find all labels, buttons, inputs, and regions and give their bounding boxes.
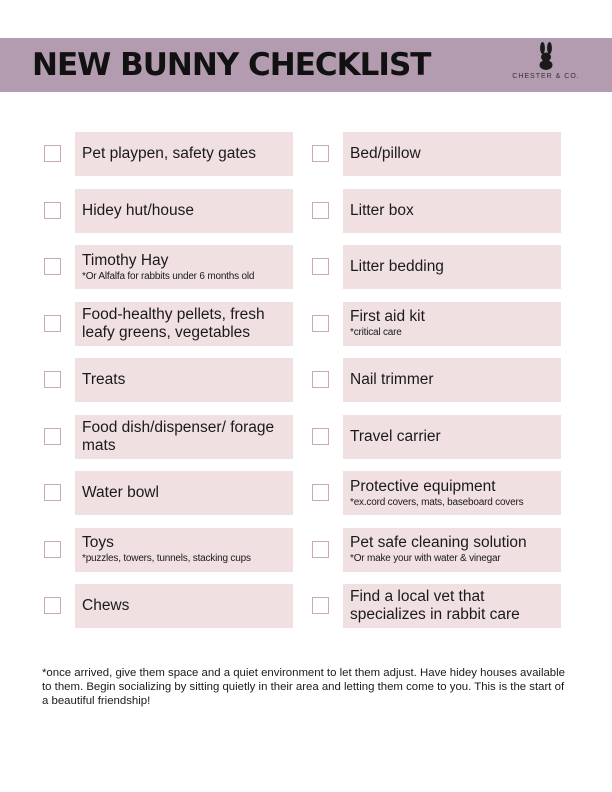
checklist-item-note: *critical care bbox=[350, 327, 402, 338]
checklist-item-box bbox=[75, 415, 293, 459]
checkbox[interactable] bbox=[44, 428, 61, 445]
checklist-item bbox=[44, 189, 294, 233]
checklist-item bbox=[312, 358, 562, 402]
checklist-item-label: Bed/pillow bbox=[350, 145, 421, 162]
checkbox[interactable] bbox=[44, 597, 61, 614]
checklist-item-label: Food dish/dispenser/ forage mats bbox=[82, 418, 275, 454]
checklist-item-box bbox=[343, 584, 561, 628]
checklist-item-label: Chews bbox=[82, 597, 130, 614]
checklist-item bbox=[44, 528, 294, 572]
brand-name: CHESTER & CO. bbox=[512, 73, 580, 80]
checkbox[interactable] bbox=[44, 484, 61, 501]
header-banner bbox=[0, 38, 612, 92]
checklist-item bbox=[312, 189, 562, 233]
checklist-item bbox=[44, 358, 294, 402]
checklist-item-box bbox=[343, 132, 561, 176]
checklist-item-box bbox=[75, 245, 293, 289]
checklist-item-label: Litter box bbox=[350, 201, 414, 219]
checklist-item-label: Timothy Hay bbox=[82, 251, 169, 269]
checklist-item-box bbox=[343, 245, 561, 289]
checklist-item-label: Pet safe cleaning solution bbox=[350, 534, 527, 551]
checklist-item-box bbox=[75, 528, 293, 572]
checklist-item-box bbox=[75, 471, 293, 515]
checklist-item bbox=[312, 245, 562, 289]
checkbox[interactable] bbox=[312, 541, 329, 558]
checklist-item bbox=[312, 584, 562, 628]
checkbox[interactable] bbox=[312, 428, 329, 445]
checkbox[interactable] bbox=[312, 484, 329, 501]
checklist-item-label: Nail trimmer bbox=[350, 371, 434, 388]
checklist-item-label: Travel carrier bbox=[350, 427, 441, 445]
checkbox[interactable] bbox=[312, 371, 329, 388]
checklist-item-label: Protective equipment bbox=[350, 477, 496, 495]
checklist-item bbox=[312, 302, 562, 346]
checkbox[interactable] bbox=[44, 315, 61, 332]
checklist-item bbox=[312, 415, 562, 459]
checklist-item-label: Treats bbox=[82, 371, 126, 388]
checklist-item-label: Litter bedding bbox=[350, 258, 444, 275]
checkbox[interactable] bbox=[44, 258, 61, 275]
checklist-item-box bbox=[75, 132, 293, 176]
checkbox[interactable] bbox=[44, 371, 61, 388]
checklist-item-label: Water bowl bbox=[82, 484, 159, 501]
checklist-item-note: *Or Alfalfa for rabbits under 6 months old bbox=[82, 270, 255, 282]
checklist-item-note: *ex.cord covers, mats, baseboard covers bbox=[350, 496, 524, 508]
checklist-item-label: Hidey hut/house bbox=[82, 201, 195, 219]
checklist-item bbox=[44, 471, 294, 515]
page-title: NEW BUNNY CHECKLIST bbox=[32, 47, 431, 83]
checkbox[interactable] bbox=[312, 145, 329, 162]
checklist-item-box bbox=[75, 189, 293, 233]
checklist-item-box bbox=[343, 189, 561, 233]
checklist-item bbox=[312, 132, 562, 176]
checklist-item bbox=[312, 471, 562, 515]
checklist-item bbox=[44, 584, 294, 628]
checklist-item-box bbox=[343, 528, 561, 572]
checklist-item-label: Toys bbox=[82, 534, 114, 551]
checklist-item bbox=[44, 415, 294, 459]
checklist-item-box bbox=[343, 471, 561, 515]
checklist-item-box bbox=[75, 302, 293, 346]
checklist-item bbox=[44, 302, 294, 346]
bunny-silhouette-icon bbox=[537, 42, 555, 70]
checklist-item-label: First aid kit bbox=[350, 308, 425, 325]
checklist-item-note: *puzzles, towers, tunnels, stacking cups bbox=[82, 553, 251, 564]
checklist-item bbox=[312, 528, 562, 572]
checklist-item-box bbox=[75, 584, 293, 628]
checklist-item-box bbox=[343, 415, 561, 459]
brand-logo bbox=[506, 42, 586, 80]
checkbox[interactable] bbox=[312, 597, 329, 614]
checkbox[interactable] bbox=[312, 202, 329, 219]
checklist-item-note: *Or make your with water & vinegar bbox=[350, 553, 501, 564]
checkbox[interactable] bbox=[44, 202, 61, 219]
checkbox[interactable] bbox=[312, 315, 329, 332]
checklist-item bbox=[44, 245, 294, 289]
checklist-item-box bbox=[75, 358, 293, 402]
footnote: *once arrived, give them space and a quiet environment to let them adjust. Have hidey houses available to them. Begin socializing by sitting quietly in their area and letting them come to you. This is the start of a beautiful friendship! bbox=[42, 667, 566, 707]
checklist-item-label: Food-healthy pellets, fresh leafy greens, vegetables bbox=[82, 305, 265, 341]
checkbox[interactable] bbox=[44, 541, 61, 558]
checkbox[interactable] bbox=[312, 258, 329, 275]
checklist-item-label: Find a local vet that specializes in rabbit care bbox=[350, 588, 520, 623]
checklist-item-box bbox=[343, 302, 561, 346]
checklist-item-label: Pet playpen, safety gates bbox=[82, 145, 257, 162]
checklist-item-box bbox=[343, 358, 561, 402]
checklist-item bbox=[44, 132, 294, 176]
checkbox[interactable] bbox=[44, 145, 61, 162]
